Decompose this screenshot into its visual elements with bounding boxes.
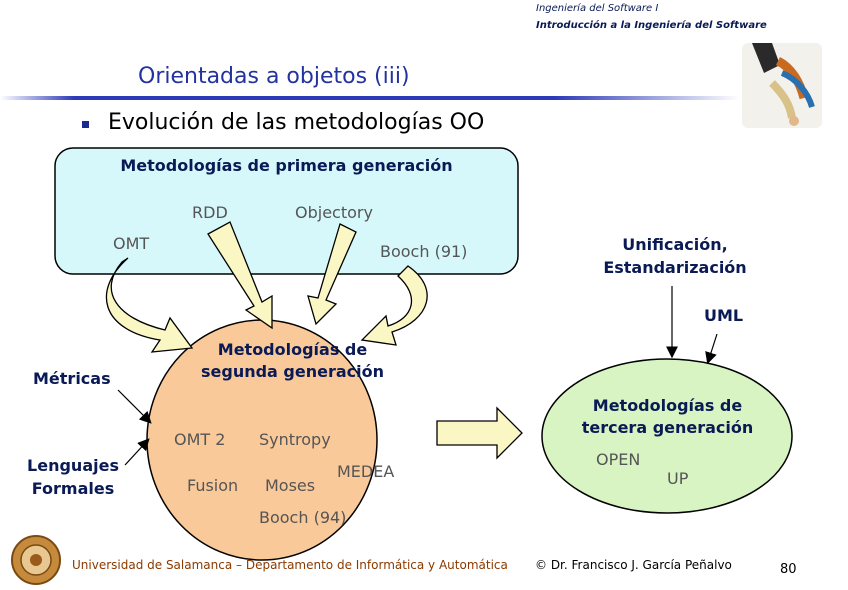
second-gen-title-line2: segunda generación	[200, 362, 384, 381]
bullet-text: Evolución de las metodologías OO	[108, 110, 485, 135]
footer-institution: Universidad de Salamanca – Departamento de Informática y Automática	[72, 558, 508, 572]
method-booch91: Booch (91)	[380, 242, 468, 261]
page-number: 80	[780, 562, 797, 577]
label-lenguajes-line2: Formales	[31, 479, 115, 498]
first-gen-title: Metodologías de primera generación	[120, 156, 453, 175]
label-metricas: Métricas	[33, 369, 111, 388]
arrow-booch91	[362, 266, 427, 345]
label-unificacion-line2: Estandarización	[603, 258, 747, 277]
label-unificacion-line1: Unificación,	[622, 235, 728, 254]
method-objectory: Objectory	[295, 203, 373, 222]
slide-title: Orientadas a objetos (iii)	[138, 64, 410, 89]
course-name: Ingeniería del Software I	[536, 3, 659, 14]
third-gen-title-line2: tercera generación	[581, 418, 754, 437]
method-up: UP	[667, 469, 689, 488]
method-moses: Moses	[265, 476, 316, 495]
third-gen-title-line1: Metodologías de	[592, 396, 743, 415]
arrow-uml	[708, 334, 717, 362]
subject-name: Introducción a la Ingeniería del Software	[536, 20, 767, 31]
method-omt2: OMT 2	[174, 430, 226, 449]
arrow-metricas	[118, 390, 150, 422]
method-syntropy: Syntropy	[259, 430, 331, 449]
label-lenguajes-line1: Lenguajes	[27, 456, 119, 475]
arrow-to-third-gen	[437, 408, 522, 458]
method-rdd: RDD	[192, 203, 228, 222]
arrow-lenguajes	[125, 440, 148, 465]
method-open: OPEN	[596, 450, 641, 469]
method-booch94: Booch (94)	[259, 508, 347, 527]
university-seal-icon	[10, 534, 62, 586]
second-gen-title-line1: Metodologías de	[217, 340, 368, 359]
method-fusion: Fusion	[187, 476, 239, 495]
method-medea: MEDEA	[337, 462, 395, 481]
footer-author: © Dr. Francisco J. García Peñalvo	[535, 558, 732, 572]
method-omt: OMT	[113, 234, 150, 253]
label-uml: UML	[704, 306, 744, 325]
